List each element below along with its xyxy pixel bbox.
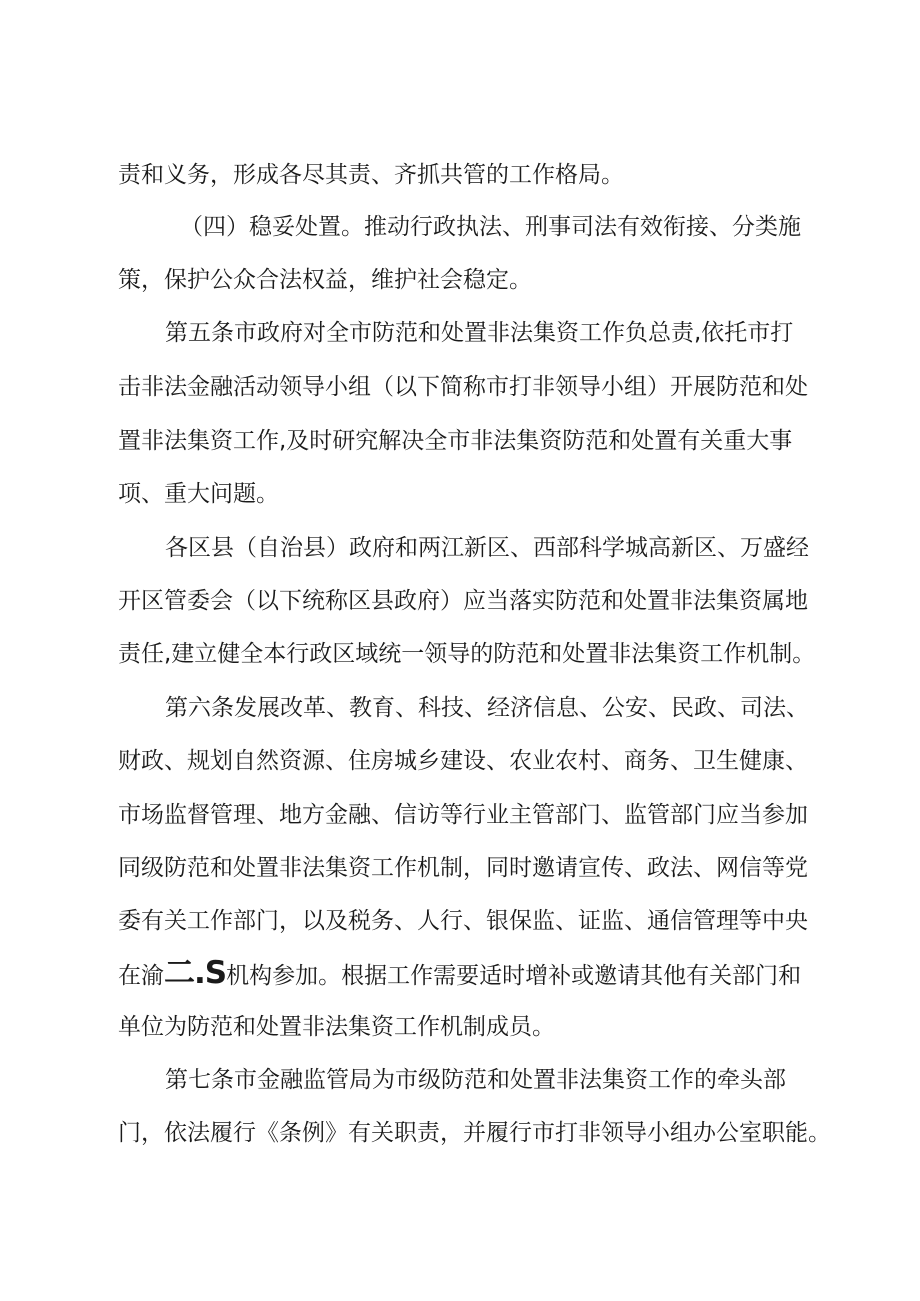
- text-line-8: 各区县（自治县）政府和两江新区、西部科学城高新区、万盛经: [165, 535, 809, 561]
- text-line-16-suffix: 机构参加。根据工作需要适时增补或邀请其他有关部门和: [226, 963, 802, 989]
- text-line-16-prefix: 在渝: [118, 963, 164, 989]
- text-line-17: 单位为防范和处置非法集资工作机制成员。: [118, 1014, 555, 1040]
- text-line-6: 置非法集资工作,及时研究解决全市非法集资防范和处置有关重大事: [118, 428, 793, 454]
- text-line-7: 项、重大问题。: [118, 481, 279, 507]
- text-line-11: 第六条发展改革、教育、科技、经济信息、公安、民政、司法、: [165, 695, 809, 721]
- text-line-13: 市场监督管理、地方金融、信访等行业主管部门、监管部门应当参加: [118, 802, 808, 828]
- text-line-16-artifact: 二.S: [164, 955, 227, 991]
- text-line-3: 策，保护公众合法权益，维护社会稳定。: [118, 267, 532, 293]
- text-line-4: 第五条市政府对全市防范和处置非法集资工作负总责,依托市打: [165, 320, 794, 346]
- text-line-5: 击非法金融活动领导小组（以下简称市打非领导小组）开展防范和处: [118, 374, 808, 400]
- text-line-1: 责和义务，形成各尽其责、齐抓共管的工作格局。: [118, 162, 624, 188]
- text-line-15: 委有关工作部门，以及税务、人行、银保监、证监、通信管理等中央: [118, 908, 808, 934]
- text-line-2: （四）稳妥处置。推动行政执法、刑事司法有效衔接、分类施: [180, 214, 801, 240]
- text-line-16: [118, 953, 801, 993]
- text-line-12: 财政、规划自然资源、住房城乡建设、农业农村、商务、卫生健康、: [118, 748, 808, 774]
- text-line-9: 开区管委会（以下统称区县政府）应当落实防范和处置非法集资属地: [118, 588, 808, 614]
- text-line-10: 责任,建立健全本行政区域统一领导的防范和处置非法集资工作机制。: [118, 641, 816, 667]
- text-line-18: 第七条市金融监管局为市级防范和处置非法集资工作的牵头部: [165, 1067, 786, 1093]
- text-line-14: 同级防范和处置非法集资工作机制，同时邀请宣传、政法、网信等党: [118, 855, 808, 881]
- text-line-19: 门，依法履行《条例》有关职责，并履行市打非领导小组办公室职能。: [118, 1120, 831, 1146]
